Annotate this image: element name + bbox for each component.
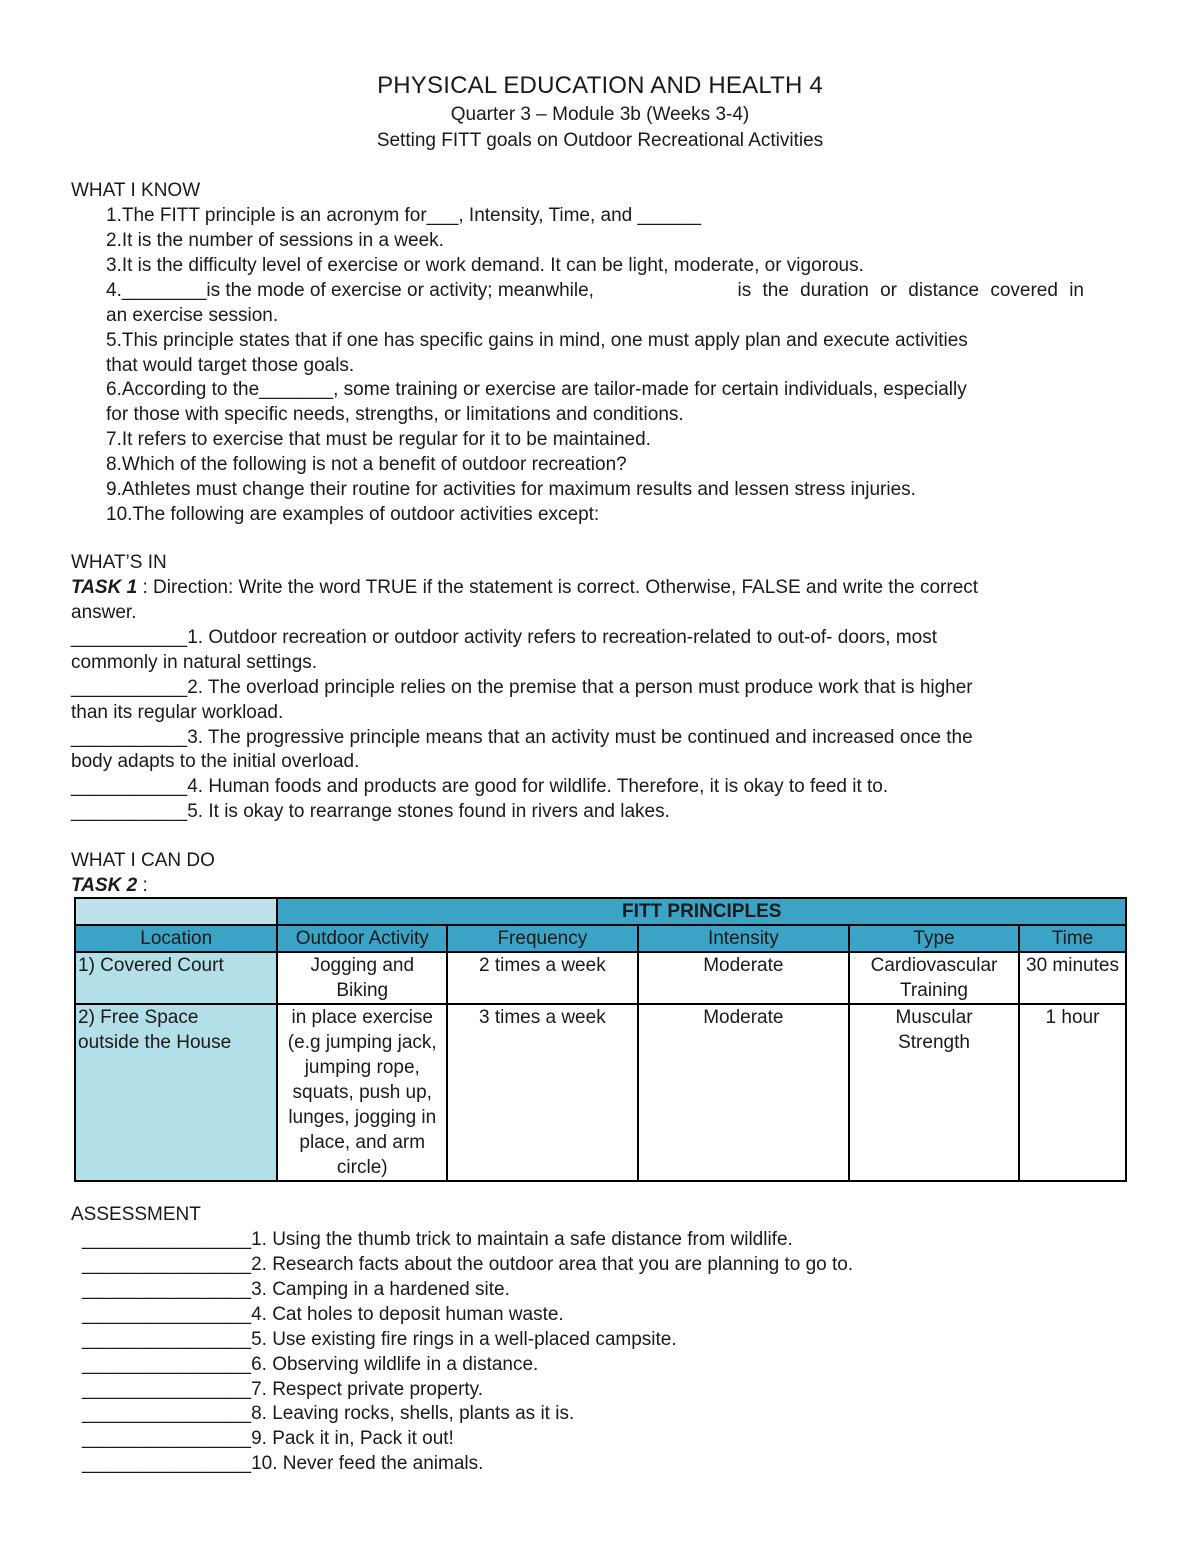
document-topic: Setting FITT goals on Outdoor Recreational Activities	[376, 130, 824, 151]
statement-2: ___________2. The overload principle relies on the premise that a person must produce work that is higher	[71, 677, 973, 698]
column-header-location: Location	[75, 925, 277, 952]
task-1-direction	[71, 575, 978, 600]
question-1: 1.The FITT principle is an acronym for___, Intensity, Time, and ______	[106, 205, 701, 226]
table-cell-type: Cardiovascular Training	[849, 952, 1019, 1004]
column-header-type: Type	[849, 925, 1019, 952]
assessment-item-6: ________________6. Observing wildlife in a distance.	[82, 1354, 539, 1375]
question-9: 9.Athletes must change their routine for activities for maximum results and lessen stress injuries.	[106, 479, 916, 500]
question-4-part-a: 4.________is the mode of exercise or activity; meanwhile,	[106, 280, 594, 301]
table-cell-frequency: 2 times a week	[447, 952, 638, 1004]
statement-5: ___________5. It is okay to rearrange stones found in rivers and lakes.	[71, 801, 670, 822]
table-cell-activity: Jogging and Biking	[277, 952, 447, 1004]
column-header-frequency: Frequency	[447, 925, 638, 952]
whats-in-heading: WHAT’S IN	[71, 552, 167, 573]
table-group-header-row	[75, 898, 1126, 925]
task-2-label-line	[71, 873, 148, 898]
assessment-item-7: ________________7. Respect private property.	[82, 1379, 484, 1400]
table-cell-time: 30 minutes	[1019, 952, 1126, 1004]
question-10: 10.The following are examples of outdoor activities except:	[106, 504, 600, 525]
task-1-direction-continued: answer.	[71, 602, 137, 623]
statement-3-continued: body adapts to the initial overload.	[71, 751, 360, 772]
question-7: 7.It refers to exercise that must be regular for it to be maintained.	[106, 429, 651, 450]
statement-2-continued: than its regular workload.	[71, 702, 284, 723]
question-4-continued: an exercise session.	[106, 305, 279, 326]
document-subtitle: Quarter 3 – Module 3b (Weeks 3-4)	[450, 104, 750, 125]
table-cell-time: 1 hour	[1019, 1004, 1126, 1181]
column-header-time: Time	[1019, 925, 1126, 952]
question-6-continued: for those with specific needs, strengths, or limitations and conditions.	[106, 404, 684, 425]
what-i-can-do-heading: WHAT I CAN DO	[71, 850, 215, 871]
question-2: 2.It is the number of sessions in a week.	[106, 230, 444, 251]
statement-1-continued: commonly in natural settings.	[71, 652, 318, 673]
assessment-item-8: ________________8. Leaving rocks, shells, plants as it is.	[82, 1403, 575, 1424]
table-cell-location: 1) Covered Court	[75, 952, 277, 1004]
column-header-outdoor-activity: Outdoor Activity	[277, 925, 447, 952]
task-1-label: TASK 1	[71, 577, 138, 598]
table-row	[75, 1004, 1126, 1181]
table-cell-frequency: 3 times a week	[447, 1004, 638, 1181]
task-2-label: TASK 2	[71, 875, 138, 896]
table-cell-intensity: Moderate	[638, 952, 849, 1004]
statement-4: ___________4. Human foods and products are good for wildlife. Therefore, it is okay to feed it to.	[71, 776, 889, 797]
table-column-header-row	[75, 925, 1126, 952]
assessment-item-1: ________________1. Using the thumb trick to maintain a safe distance from wildlife.	[82, 1229, 793, 1250]
assessment-item-4: ________________4. Cat holes to deposit human waste.	[82, 1304, 564, 1325]
table-cell-activity: in place exercise (e.g jumping jack, jumping rope, squats, push up, lunges, jogging in place, and arm circle)	[277, 1004, 447, 1181]
question-8: 8.Which of the following is not a benefit of outdoor recreation?	[106, 454, 627, 475]
statement-1: ___________1. Outdoor recreation or outdoor activity refers to recreation-related to out-of- doors, most	[71, 627, 938, 648]
question-5: 5.This principle states that if one has specific gains in mind, one must apply plan and execute activities	[106, 330, 968, 351]
question-3: 3.It is the difficulty level of exercise or work demand. It can be light, moderate, or vigorous.	[106, 255, 864, 276]
table-cell-intensity: Moderate	[638, 1004, 849, 1181]
statement-3: ___________3. The progressive principle means that an activity must be continued and increased once the	[71, 727, 973, 748]
question-4-part-b: is the duration or distance covered in	[737, 280, 1084, 301]
fitt-principles-header: FITT PRINCIPLES	[277, 898, 1126, 925]
question-6: 6.According to the_______, some training or exercise are tailor-made for certain individuals, especially	[106, 379, 967, 400]
assessment-item-5: ________________5. Use existing fire rings in a well-placed campsite.	[82, 1329, 677, 1350]
task-1-direction-text: : Direction: Write the word TRUE if the statement is correct. Otherwise, FALSE and write the correct	[137, 577, 979, 598]
table-blank-header-cell	[75, 898, 277, 925]
column-header-intensity: Intensity	[638, 925, 849, 952]
assessment-item-2: ________________2. Research facts about the outdoor area that you are planning to go to.	[82, 1254, 854, 1275]
document-title: PHYSICAL EDUCATION AND HEALTH 4	[377, 72, 823, 99]
assessment-heading: ASSESSMENT	[71, 1204, 201, 1225]
fitt-table	[74, 897, 1127, 1182]
question-4	[106, 278, 1084, 303]
question-5-continued: that would target those goals.	[106, 355, 355, 376]
task-2-suffix: :	[137, 875, 148, 896]
assessment-item-9: ________________9. Pack it in, Pack it out!	[82, 1428, 454, 1449]
table-cell-type: Muscular Strength	[849, 1004, 1019, 1181]
what-i-know-heading: WHAT I KNOW	[71, 180, 201, 201]
table-row	[75, 952, 1126, 1004]
table-cell-location: 2) Free Space outside the House	[75, 1004, 277, 1181]
assessment-item-3: ________________3. Camping in a hardened site.	[82, 1279, 510, 1300]
assessment-item-10: ________________10. Never feed the animals.	[82, 1453, 484, 1474]
